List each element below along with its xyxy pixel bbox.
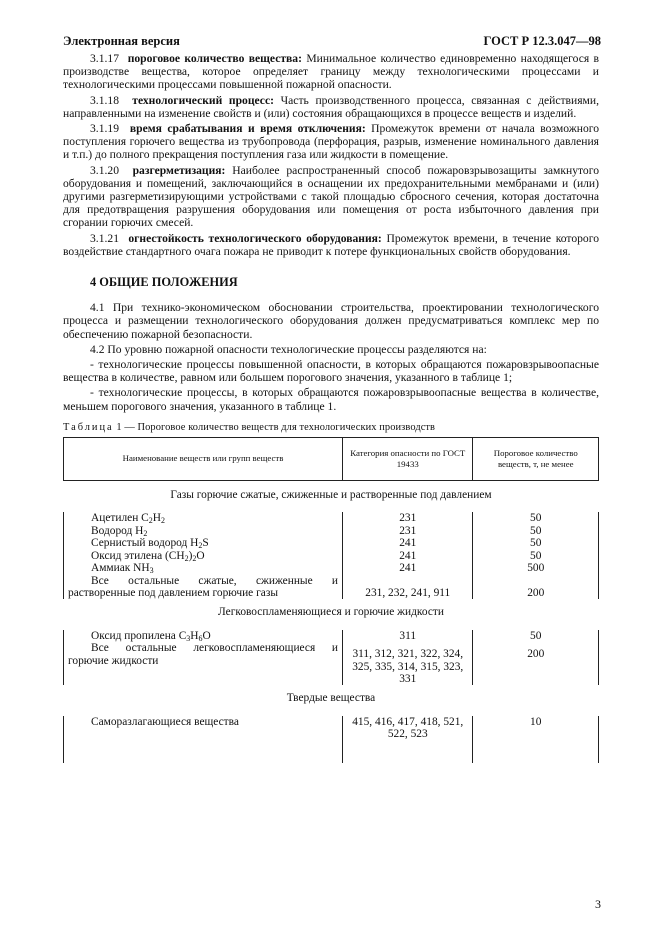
- definition-3-1-18: 3.1.18 технологический процесс: Часть производственного процесса, связанная с действиями, направленными на изменение свойств и (или) состояния обращающихся в процессе веществ и изделий.: [63, 93, 599, 120]
- substance-name: Оксид пропилена $C_3H_6O$: [91, 629, 211, 643]
- substance-name: Все остальные сжатые, сжиженные и растворенные под давлением горючие газы: [68, 574, 339, 599]
- threshold-table: [63, 437, 599, 763]
- table-group-row: Легковоспламеняющиеся и горючие жидкости: [217, 606, 444, 619]
- definition-3-1-20: 3.1.20 разгерметизация: Наиболее распространенный способ пожаровзрывозащиты замкнутого оборудования и помещений, заключающийся в оснащении их предохранительными мембранами и (или) другими разгерметизирующими устройствами с такой площадью сбросного сечения, которая достаточна для предотвращения разрушения оборудования или помещения от роста избыточного давления при сгорании горючих смесей.: [63, 163, 599, 230]
- definition-term: пороговое количество вещества:: [127, 52, 302, 65]
- substance-name: Аммиак $NH_3$: [91, 562, 154, 576]
- header-edition-label: Электронная версия: [63, 34, 180, 48]
- definition-term: технологический процесс:: [132, 93, 274, 107]
- paragraph-list-item: - технологические процессы повышенной опасности, в которых обращаются пожаровзрывоопасные вещества в количестве, равном или большем порогового значения, указанного в таблице 1;: [63, 358, 599, 385]
- paragraph-list-item: - технологические процессы, в которых обращаются пожаровзрывоопасные вещества в количестве, меньшем порогового значения, указанного в таблице 1.: [63, 386, 599, 413]
- column-header-substance: Наименование веществ или групп веществ: [64, 438, 343, 481]
- category-value: 311, 312, 321, 322, 324, 325, 335, 314, 315, 323, 331: [352, 648, 464, 685]
- category-value: 231, 232, 241, 911: [365, 586, 451, 599]
- substance-name: Все остальные легковоспламеняющиеся и горючие жидкости: [68, 642, 339, 667]
- definition-3-1-17: 3.1.17 пороговое количество вещества: Минимальное количество единовременно находящегося в производстве вещества, которое определяет границу между технологическими процессами и технологическими процессами повышенной пожарной опасности.: [63, 52, 600, 92]
- category-value: 415, 416, 417, 418, 521, 522, 523: [343, 716, 473, 741]
- definition-3-1-19: 3.1.19 время срабатывания и время отключения: Промежуток времени от начала возможного поступления горючего вещества из трубопровода (перфорация, разрыв, изменение номинального давления и т.п.) до полного прекращения поступления газа или жидкости в помещение.: [63, 122, 600, 162]
- category-value: 241: [399, 549, 417, 562]
- table-caption: Таблица 1 — Пороговое количество веществ для технологических производств: [63, 421, 436, 433]
- table-group-row: Газы горючие сжатые, сжиженные и растворенные под давлением: [170, 489, 492, 502]
- section-title: 4 ОБЩИЕ ПОЛОЖЕНИЯ: [90, 275, 238, 290]
- threshold-value: 50: [530, 629, 542, 642]
- definition-term: время срабатывания и время отключения:: [129, 122, 366, 136]
- column-header-category: Категория опасности по ГОСТ 19433: [343, 438, 473, 481]
- definition-term: огнестойкость технологического оборудования:: [128, 231, 382, 245]
- definition-3-1-21: 3.1.21 огнестойкость технологического оборудования: Промежуток времени, в течение которого воздействие стандартного очага пожара не приводит к потере функциональных свойств оборудования.: [63, 231, 599, 258]
- paragraph-4-1: 4.1 При технико-экономическом обосновании строительства, проектировании технологического процесса и размещении технологического оборудования должен предусматриваться комплекс мер по обеспечению пожарной безопасности.: [63, 301, 599, 341]
- substance-name: Сернистый водород $H_2S$: [91, 537, 209, 551]
- category-value: 241: [399, 537, 417, 550]
- table-header-row: [64, 438, 599, 481]
- threshold-value: 50: [530, 524, 542, 537]
- threshold-value: 200: [527, 648, 545, 661]
- threshold-value: 200: [527, 586, 545, 599]
- table-row: [64, 512, 599, 599]
- substance-name: Водород $H_2$: [91, 524, 148, 538]
- substance-name: Саморазлагающиеся вещества: [91, 715, 239, 728]
- paragraph-4-2: 4.2 По уровню пожарной опасности технологические процессы разделяются на:: [90, 342, 487, 356]
- threshold-value: 500: [527, 562, 545, 575]
- threshold-value: 50: [530, 537, 542, 550]
- category-value: 241: [399, 562, 417, 575]
- substance-name: Оксид этилена $(CH_2)_2O$: [91, 549, 205, 563]
- header-standard-code: ГОСТ Р 12.3.047—98: [483, 34, 601, 48]
- table-row: [64, 630, 599, 686]
- page-number: 3: [595, 897, 601, 911]
- column-header-threshold: Пороговое количество веществ, т, не менее: [473, 438, 599, 481]
- category-value: 231: [399, 512, 417, 525]
- threshold-value: 50: [530, 512, 542, 525]
- threshold-value: 50: [530, 549, 542, 562]
- table-group-row: Твердые вещества: [286, 692, 376, 705]
- category-value: 311: [399, 629, 417, 642]
- page-content: [63, 52, 599, 763]
- threshold-value: 10: [473, 716, 599, 741]
- table-row: [64, 741, 599, 763]
- definition-term: разгерметизация:: [132, 163, 226, 177]
- category-value: 231: [399, 524, 417, 537]
- substance-name: Ацетилен $C_2H_2$: [91, 512, 165, 526]
- table-row: [64, 716, 599, 741]
